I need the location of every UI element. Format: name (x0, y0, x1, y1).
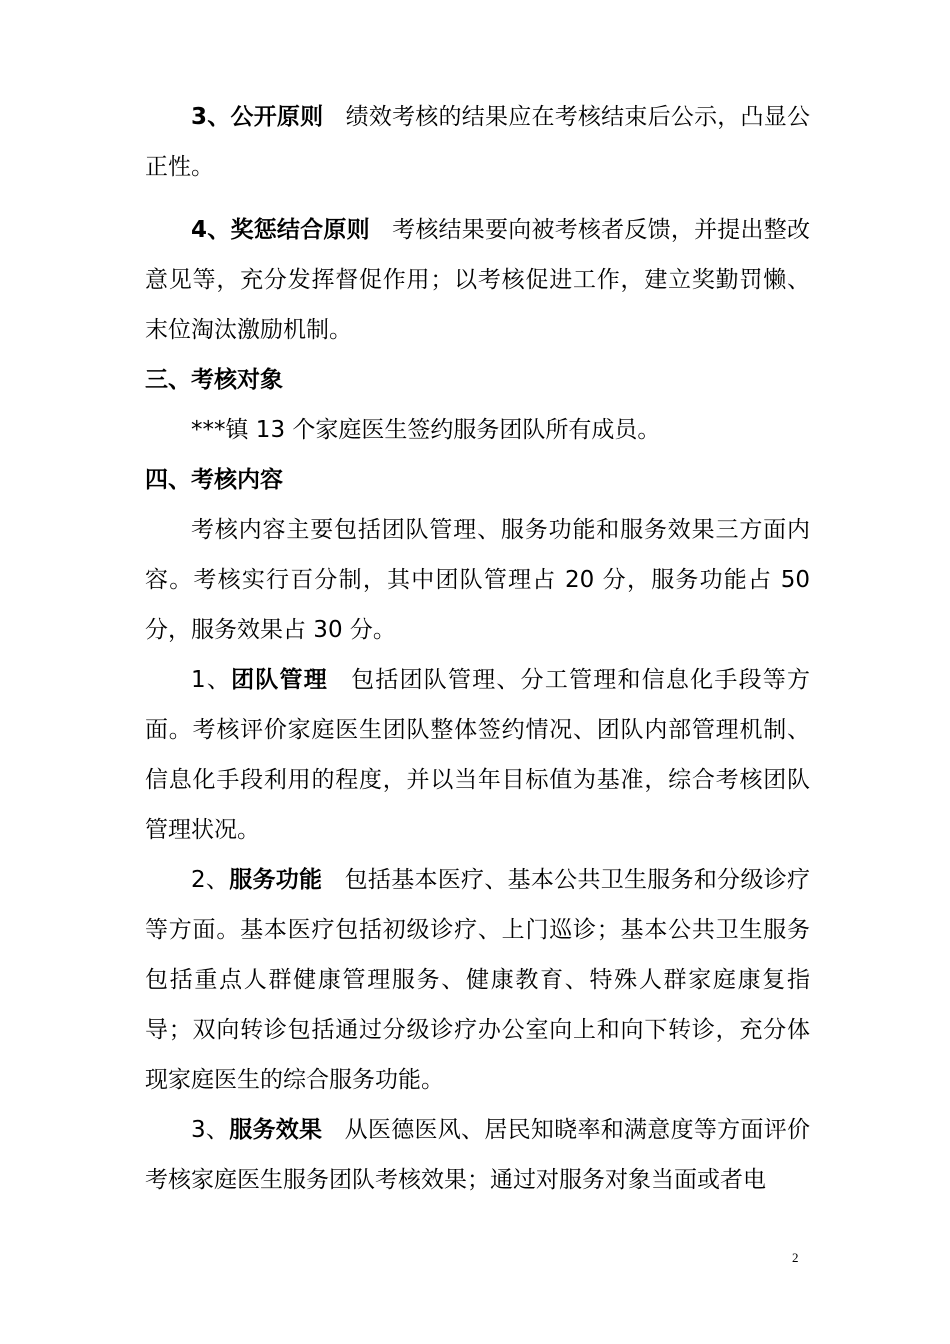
item-1-number: 1、 (191, 667, 232, 693)
item-3-title: 服务效果 (229, 1117, 323, 1143)
item-1-title: 团队管理 (231, 667, 328, 693)
paragraph-content-overview: 考核内容主要包括团队管理、服务功能和服务效果三方面内容。考核实行百分制，其中团队管理占 20 分，服务功能占 50 分，服务效果占 30 分。 (145, 517, 810, 643)
paragraph-principle-3 (145, 92, 810, 192)
principle-3-text: 绩效考核的结果应在考核结束后公示，凸显公正性。 (145, 104, 810, 180)
item-3-number: 3、 (191, 1117, 230, 1143)
item-2-number: 2、 (191, 867, 230, 893)
item-2-text: 包括基本医疗、基本公共卫生服务和分级诊疗等方面。基本医疗包括初级诊疗、上门巡诊；基本公共卫生服务包括重点人群健康管理服务、健康教育、特殊人群家庭康复指导；双向转诊包括通过分级诊疗办公室向上和向下转诊，充分体现家庭医生的综合服务功能。 (145, 867, 811, 1093)
page-number: 2 (792, 1250, 799, 1265)
item-1-text: 包括团队管理、分工管理和信息化手段等方面。考核评价家庭医生团队整体签约情况、团队内部管理机制、信息化手段利用的程度，并以当年目标值为基准，综合考核团队管理状况。 (145, 667, 810, 843)
paragraph-team-management (145, 655, 810, 855)
section-heading-content: 四、考核内容 (145, 467, 283, 493)
paragraph-principle-4 (145, 205, 810, 355)
principle-4-title: 4、奖惩结合原则 (191, 217, 370, 243)
paragraph-service-effect (145, 1105, 810, 1205)
item-2-title: 服务功能 (229, 867, 323, 893)
principle-3-title: 3、公开原则 (191, 104, 324, 130)
section-heading-objects: 三、考核对象 (145, 367, 283, 393)
item-3-text: 从医德医风、居民知晓率和满意度等方面评价考核家庭医生服务团队考核效果；通过对服务对象当面或者电 (145, 1117, 811, 1193)
principle-4-text: 考核结果要向被考核者反馈，并提出整改意见等，充分发挥督促作用；以考核促进工作，建立奖勤罚懒、末位淘汰激励机制。 (145, 217, 811, 343)
paragraph-objects: ***镇 13 个家庭医生签约服务团队所有成员。 (191, 417, 661, 443)
paragraph-service-function (145, 855, 810, 1105)
